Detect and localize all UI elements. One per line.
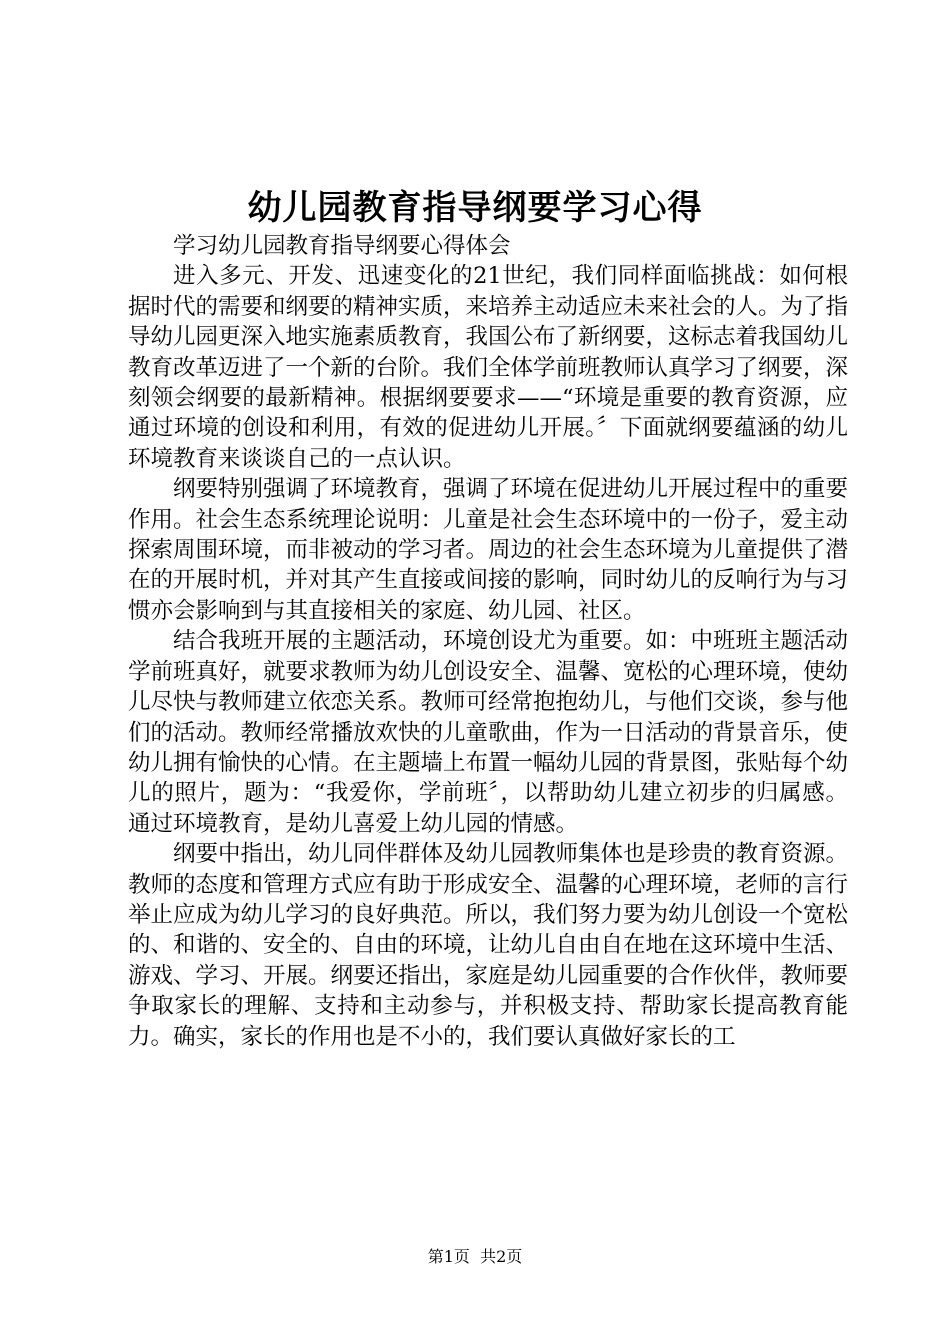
- page-footer: [0, 1245, 950, 1269]
- page-total: 共2页: [480, 1247, 523, 1266]
- body-paragraph: 结合我班开展的主题活动，环境创设尤为重要。如：中班班主题活动学前班真好，就要求教师为幼儿创设安全、温馨、宽松的心理环境，使幼儿尽快与教师建立依恋关系。教师可经常抱抱幼儿，与他们交谈，参与他们的活动。教师经常播放欢快的儿童歌曲，作为一日活动的背景音乐，使幼儿拥有愉快的心情。在主题墙上布置一幅幼儿园的背景图，张贴每个幼儿的照片，题为：“我爱你，学前班〞，以帮助幼儿建立初步的归属感。通过环境教育，是幼儿喜爱上幼儿园的情感。: [128, 628, 849, 837]
- body-paragraph: 纲要中指出，幼儿同伴群体及幼儿园教师集体也是珍贵的教育资源。教师的态度和管理方式应有助于形成安全、温馨的心理环境，老师的言行举止应成为幼儿学习的良好典范。所以，我们努力要为幼儿创设一个宽松的、和谐的、安全的、自由的环境，让幼儿自由自在地在这环境中生活、游戏、学习、开展。纲要还指出，家庭是幼儿园重要的合作伙伴，教师要争取家长的理解、支持和主动参与，并积极支持、帮助家长提高教育能力。确实，家长的作用也是不小的，我们要认真做好家长的工: [128, 841, 849, 1050]
- page-number: 第1页: [427, 1247, 470, 1266]
- document-title: 幼儿园教育指导纲要学习心得: [247, 188, 703, 228]
- document-body: [128, 231, 848, 1052]
- body-paragraph: 进入多元、开发、迅速变化的21世纪，我们同样面临挑战：如何根据时代的需要和纲要的精神实质，来培养主动适应未来社会的人。为了指导幼儿园更深入地实施素质教育，我国公布了新纲要，这标志着我国幼儿教育改革迈进了一个新的台阶。我们全体学前班教师认真学习了纲要，深刻领会纲要的最新精神。根据纲要要求——“环境是重要的教育资源，应通过环境的创设和利用，有效的促进幼儿开展。〞下面就纲要蕴涵的幼儿环境教育来谈谈自己的一点认识。: [128, 263, 849, 472]
- body-paragraph: 纲要特别强调了环境教育，强调了环境在促进幼儿开展过程中的重要作用。社会生态系统理论说明：儿童是社会生态环境中的一份子，爱主动探索周围环境，而非被动的学习者。周边的社会生态环境为儿童提供了潜在的开展时机，并对其产生直接或间接的影响，同时幼儿的反响行为与习惯亦会影响到与其直接相关的家庭、幼儿园、社区。: [128, 476, 849, 624]
- subtitle-paragraph: 学习幼儿园教育指导纲要心得体会: [173, 233, 511, 259]
